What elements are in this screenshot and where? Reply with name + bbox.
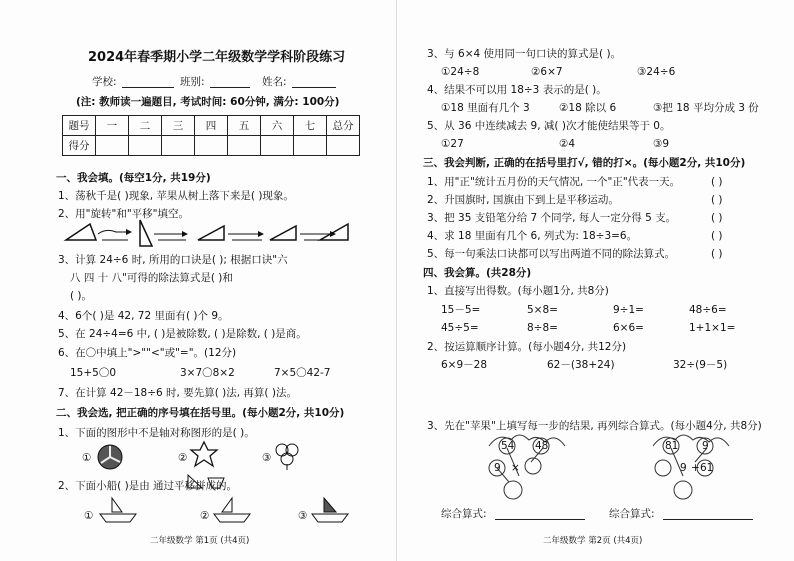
star-figure[interactable] <box>190 440 220 470</box>
apple-number: 81 <box>665 440 679 452</box>
school-blank[interactable] <box>122 76 174 88</box>
option[interactable]: ③9 <box>653 138 670 150</box>
order-calc-item[interactable]: 62－(38+24) <box>547 359 615 371</box>
option[interactable]: ③把 18 平均分成 3 份 <box>653 102 759 114</box>
q1-3-line3: ( )。 <box>70 290 93 302</box>
score-cell: 七 <box>294 116 327 136</box>
operator-symbol: × <box>511 462 520 474</box>
q1-6: 6、在〇中填上">""<"或"="。(12分) <box>58 347 237 359</box>
order-calc-item[interactable]: 32÷(9－5) <box>673 359 728 371</box>
score-cell: 总分 <box>327 116 360 136</box>
boat-figure[interactable] <box>98 496 138 524</box>
score-cell: 六 <box>261 116 294 136</box>
judge-item: 4、求 18 里面有几个 6, 列式为: 18÷3=6。 <box>427 230 638 242</box>
option-label: ② <box>200 510 210 522</box>
q4-1: 1、直接写出得数。(每小题1分, 共8分) <box>427 285 609 297</box>
apple-number: 9 <box>702 440 709 452</box>
option[interactable]: ②4 <box>559 138 576 150</box>
option-label: ① <box>82 452 92 464</box>
judge-answer-box[interactable]: ( ) <box>711 248 723 260</box>
q1-1: 1、荡秋千是( )现象, 苹果从树上落下来是( )现象。 <box>58 190 294 202</box>
q1-4: 4、6个( )是 42, 72 里面有( )个 9。 <box>58 310 229 322</box>
q2-3: 3、与 6×4 使用同一句口诀的算式是( )。 <box>427 48 622 60</box>
combo-label: 综合算式: <box>609 508 655 520</box>
calc-item[interactable]: 8÷8= <box>527 322 558 334</box>
judge-item: 2、升国旗时, 国旗由下到上是平移运动。 <box>427 194 619 206</box>
option[interactable]: ③24÷6 <box>637 66 676 78</box>
calc-item[interactable]: 15－5= <box>441 304 481 316</box>
q2-1: 1、下面的图形中不是轴对称图形的是( )。 <box>58 427 255 439</box>
calc-item[interactable]: 1+1×1= <box>689 322 736 334</box>
score-input-cell[interactable] <box>162 136 195 156</box>
score-input-cell[interactable] <box>261 136 294 156</box>
option[interactable]: ②18 除以 6 <box>559 102 617 114</box>
option-label: ③ <box>262 452 272 464</box>
score-input-cell[interactable] <box>96 136 129 156</box>
judge-item: 3、把 35 支铅笔分给 7 个同学, 每人一定分得 5 支。 <box>427 212 677 224</box>
q1-7: 7、在计算 42－18÷6 时, 要先算( )法, 再算( )法。 <box>58 387 297 399</box>
section-1-heading: 一、我会填。(每空1分, 共19分) <box>56 172 211 184</box>
name-blank[interactable] <box>292 76 336 88</box>
judge-item: 1、用"正"统计五月份的天气情况, 一个"正"代表一天。 <box>427 176 681 188</box>
section-3-heading: 三、我会判断, 正确的在括号里打√, 错的打×。(每小题2分, 共10分) <box>423 157 746 169</box>
score-input-cell[interactable] <box>129 136 162 156</box>
q2-2: 2、下面小船( )是由 通过平移拼成的。 <box>58 480 238 492</box>
triangle-shape <box>140 220 152 246</box>
option-label: ② <box>178 452 188 464</box>
option-label: ③ <box>298 510 308 522</box>
section-2-heading: 二、我会选, 把正确的序号填在括号里。(每小题2分, 共10分) <box>56 407 345 419</box>
q4-2: 2、按运算顺序计算。(每小题4分, 共12分) <box>427 341 627 353</box>
score-cell: 五 <box>228 116 261 136</box>
apple-number: 61 <box>700 462 714 474</box>
score-table-score-row <box>63 136 360 156</box>
triangle-shape <box>198 226 224 240</box>
option[interactable]: ②6×7 <box>531 66 563 78</box>
class-blank[interactable] <box>210 76 250 88</box>
calc-item[interactable]: 5×8= <box>527 304 558 316</box>
q1-3-line1: 3、计算 24÷6 时, 所用的口诀是( ); 根据口诀"六 <box>58 254 288 266</box>
boat-figure[interactable] <box>310 496 350 524</box>
apple-answer-shape[interactable] <box>674 481 692 499</box>
score-cell: 一 <box>96 116 129 136</box>
judge-answer-box[interactable]: ( ) <box>711 194 723 206</box>
combo-label: 综合算式: <box>441 508 487 520</box>
triangle-shape <box>320 224 348 240</box>
boat-figure[interactable] <box>212 496 252 524</box>
trapezoid-piece-icon <box>206 476 226 490</box>
q2-5: 5、从 36 中连续减去 9, 减( )次才能使结果等于 0。 <box>427 120 671 132</box>
exam-note: (注: 教师读一遍题目, 考试时间: 60分钟, 满分: 100分) <box>76 96 340 108</box>
exam-title: 2024年春季期小学二年级数学学科阶段练习 <box>88 50 346 65</box>
triangle-piece-icon <box>186 472 206 492</box>
compare-item: 15+5〇0 <box>70 367 117 379</box>
triangle-shape <box>66 224 96 240</box>
apple-number: 9 <box>680 462 687 474</box>
class-label: 班别: <box>180 76 205 88</box>
q2-4: 4、结果不可以用 18÷3 表示的是( )。 <box>427 84 607 96</box>
page-1-footer: 二年级数学 第1页 (共4页) <box>150 536 250 546</box>
triangle-shape <box>270 226 296 240</box>
calc-item[interactable]: 6×6= <box>613 322 644 334</box>
score-cell: 题号 <box>63 116 96 136</box>
apple-answer-shape[interactable] <box>655 460 671 476</box>
school-label: 学校: <box>92 76 117 88</box>
option[interactable]: ①24÷8 <box>441 66 480 78</box>
option[interactable]: ①18 里面有几个 3 <box>441 102 530 114</box>
page-2 <box>397 0 794 561</box>
shape-sequence-figure <box>66 218 356 248</box>
judge-answer-box[interactable]: ( ) <box>711 212 723 224</box>
name-label: 姓名: <box>262 76 287 88</box>
score-input-cell[interactable] <box>228 136 261 156</box>
apple-number: 9 <box>494 462 501 474</box>
clover-figure[interactable] <box>272 440 302 472</box>
compare-item: 7×5〇42-7 <box>274 367 331 379</box>
score-cell: 二 <box>129 116 162 136</box>
option-label: ① <box>84 510 94 522</box>
combo-answer-line[interactable] <box>663 508 753 520</box>
q4-3: 3、先在"苹果"上填写每一步的结果, 再列综合算式。(每小题4分, 共8分) <box>427 420 762 432</box>
score-cell: 三 <box>162 116 195 136</box>
apple-number: 48 <box>535 440 549 452</box>
operator-symbol: + <box>691 462 700 474</box>
score-row-label: 得分 <box>63 136 96 156</box>
combo-answer-line[interactable] <box>495 508 585 520</box>
option[interactable]: ①27 <box>441 138 464 150</box>
section-4-heading: 四、我会算。(共28分) <box>423 267 532 279</box>
q1-5: 5、在 24÷4=6 中, ( )是被除数, ( )是除数, ( )是商。 <box>58 328 307 340</box>
apple-number: 54 <box>501 440 515 452</box>
judge-answer-box[interactable]: ( ) <box>711 230 723 242</box>
score-table-header-row <box>63 116 360 136</box>
score-input-cell[interactable] <box>294 136 327 156</box>
calc-item[interactable]: 9÷1= <box>613 304 644 316</box>
page-2-footer: 二年级数学 第2页 (共4页) <box>543 536 643 546</box>
q1-3-line2: 八 四 十 八"可得的除法算式是( )和 <box>70 272 233 284</box>
pinwheel-figure[interactable] <box>96 442 126 472</box>
apple-answer-shape[interactable] <box>504 481 522 499</box>
calc-item[interactable]: 48÷6= <box>689 304 727 316</box>
judge-item: 5、每一句乘法口诀都可以写出两道不同的除法算式。 <box>427 248 676 260</box>
calc-item[interactable]: 45÷5= <box>441 322 479 334</box>
order-calc-item[interactable]: 6×9－28 <box>441 359 488 371</box>
score-input-cell[interactable] <box>195 136 228 156</box>
compare-item: 3×7〇8×2 <box>180 367 235 379</box>
score-table <box>62 115 360 156</box>
score-cell: 四 <box>195 116 228 136</box>
judge-answer-box[interactable]: ( ) <box>711 176 723 188</box>
q1-2: 2、用"旋转"和"平移"填空。 <box>58 208 189 220</box>
score-input-cell[interactable] <box>327 136 360 156</box>
